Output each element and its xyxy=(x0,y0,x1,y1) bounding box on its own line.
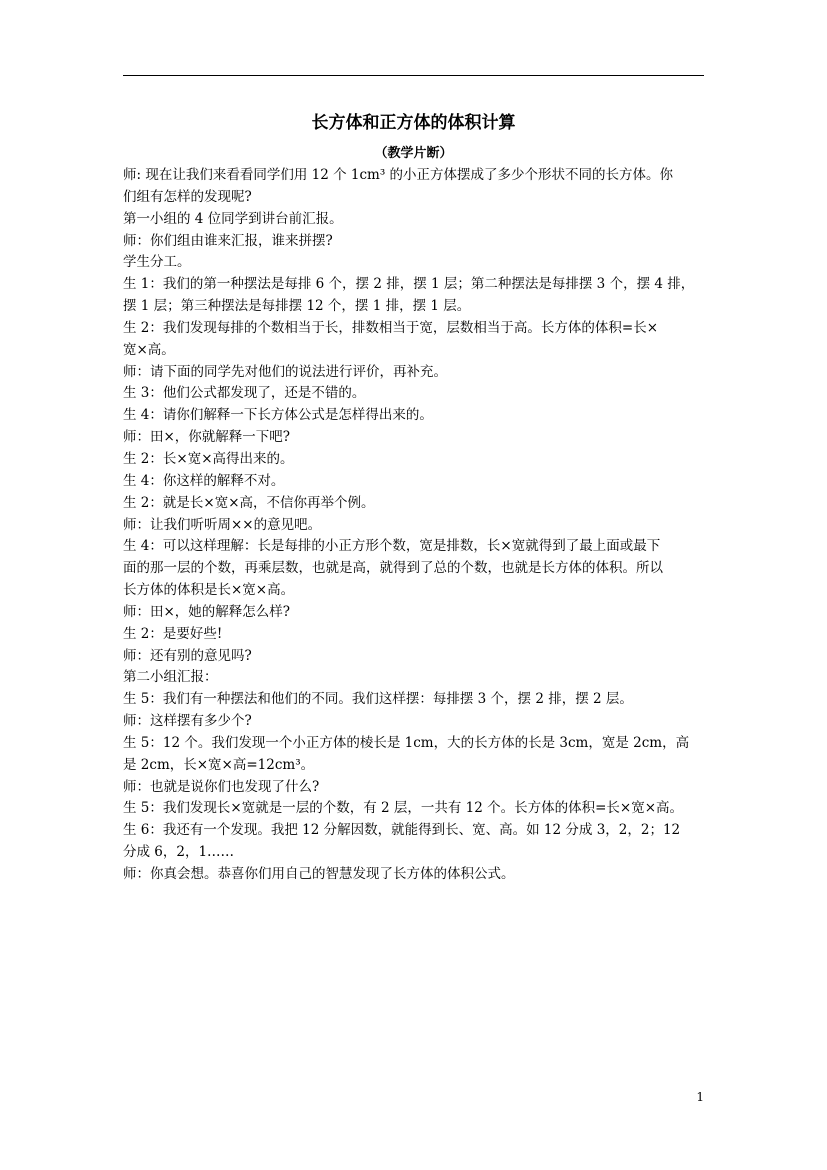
text-line: 师：田×，她的解释怎么样? xyxy=(123,603,291,620)
text-line: 生 2：就是长×宽×高，不信你再举个例。 xyxy=(123,494,375,511)
document-subtitle: （教学片断） xyxy=(374,146,453,161)
text-line: 生 5：我们有一种摆法和他们的不同。我们这样摆：每排摆 3 个，摆 2 排，摆 2 层。 xyxy=(123,691,633,708)
text-line: 是 2cm，长×宽×高=12cm³。 xyxy=(123,756,315,773)
text-line: 师：请下面的同学先对他们的说法进行评价，再补充。 xyxy=(123,363,447,380)
text-line: 第二小组汇报： xyxy=(123,669,218,686)
text-line: 生 5：12 个。我们发现一个小正方体的棱长是 1cm，大的长方体的长是 3cm，宽是 2cm，高 xyxy=(123,734,690,751)
text-line: 学生分工。 xyxy=(123,254,191,271)
text-line: 们组有怎样的发现呢? xyxy=(123,188,252,205)
document-body xyxy=(123,165,708,886)
text-line: 生 2：我们发现每排的个数相当于长，排数相当于宽，层数相当于高。长方体的体积=长× xyxy=(123,319,659,336)
text-line: 师：你们组由谁来汇报，谁来拼摆? xyxy=(123,232,333,249)
text-line: 师: 现在让我们来看看同学们用 12 个 1cm³ 的小正方体摆成了多少个形状不同的长方体。你 xyxy=(123,167,674,183)
text-line: 生 3：他们公式都发现了，还是不错的。 xyxy=(123,385,366,402)
text-line: 长方体的体积是长×宽×高。 xyxy=(123,582,295,599)
document-title: 长方体和正方体的体积计算 xyxy=(311,113,516,133)
text-line: 生 1：我们的第一种摆法是每排 6 个，摆 2 排，摆 1 层；第二种摆法是每排摆 3 个，摆 4 排， xyxy=(123,276,695,293)
text-line: 分成 6，2，1…… xyxy=(123,844,235,861)
text-line: 摆 1 层；第三种摆法是每排摆 12 个，摆 1 排，摆 1 层。 xyxy=(123,298,471,315)
text-line: 生 4：可以这样理解：长是每排的小正方形个数，宽是排数，长×宽就得到了最上面或最下 xyxy=(123,538,661,555)
text-line: 生 5：我们发现长×宽就是一层的个数，有 2 层，一共有 12 个。长方体的体积=长×宽×高。 xyxy=(123,800,684,817)
text-line: 生 2：是要好些! xyxy=(123,625,223,642)
text-line: 生 2：长×宽×高得出来的。 xyxy=(123,450,294,467)
text-line: 师：让我们听听周××的意见吧。 xyxy=(123,516,322,533)
text-line: 生 4：你这样的解释不对。 xyxy=(123,472,285,489)
page-number: 1 xyxy=(696,1090,704,1104)
text-line: 师：还有别的意见吗? xyxy=(123,647,252,664)
text-line: 师：你真会想。恭喜你们用自己的智慧发现了长方体的体积公式。 xyxy=(123,866,515,882)
text-line: 生 4：请你们解释一下长方体公式是怎样得出来的。 xyxy=(123,407,433,424)
text-line: 师：这样摆有多少个? xyxy=(123,713,252,730)
header-rule xyxy=(123,75,704,76)
text-line: 师：也就是说你们也发现了什么? xyxy=(123,778,320,795)
text-line: 面的那一层的个数，再乘层数，也就是高，就得到了总的个数，也就是长方体的体积。所以 xyxy=(123,560,663,577)
text-line: 生 6：我还有一个发现。我把 12 分解因数，就能得到长、宽、高。如 12 分成 3，2，2；12 xyxy=(123,822,681,839)
text-line: 师：田×，你就解释一下吧? xyxy=(123,429,291,446)
text-line: 第一小组的 4 位同学到讲台前汇报。 xyxy=(123,210,343,227)
text-line: 宽×高。 xyxy=(123,341,175,358)
